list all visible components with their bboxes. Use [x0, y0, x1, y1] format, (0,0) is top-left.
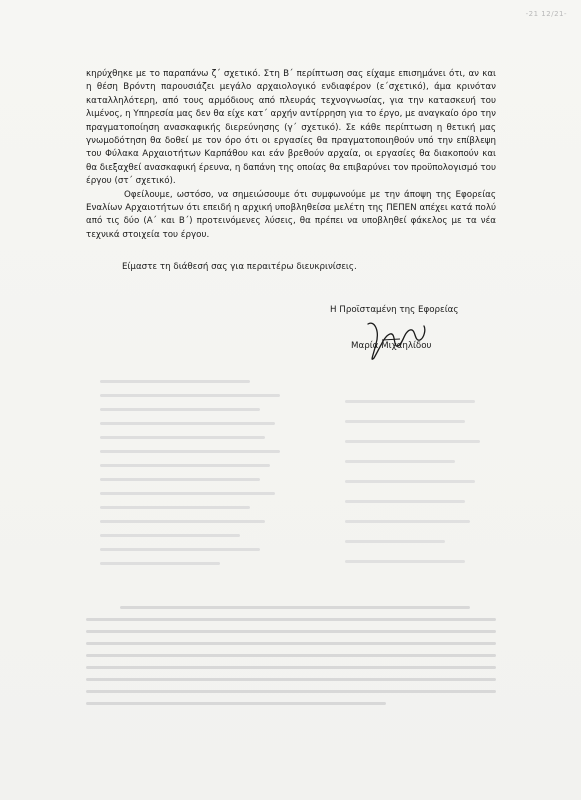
- signatory-name: Μαρία Μιχαηλίδου: [351, 341, 432, 351]
- bleed-through-texture-left: [0, 380, 581, 580]
- bleed-through-texture: [0, 600, 581, 800]
- signatory-title: Η Προϊσταμένη της Εφορείας: [330, 305, 459, 315]
- letter-body: [86, 68, 496, 242]
- paragraph-1: κηρύχθηκε με το παραπάνω ζ΄ σχετικό. Στη Β΄ περίπτωση σας είχαμε επισημάνει ότι, αν και η θέση Βρόντη παρουσιάζει μεγάλο αρχαιολογικό ενδιαφέρον (ε΄σχετικό), άμα κρινόταν καταλληλότερη, από τους αρμόδιους από πλευράς τεχνογνωσίας, για την κατασκευή του λιμένος, η Υπηρεσία μας δεν θα είχε κατ΄ αρχήν αντίρρηση για το έργο, με αναγκαίο όρο την πραγματοποίηση ανασκαφικής διερεύνησης (γ΄ σχετικό). Σε κάθε περίπτωση η θετική μας γνωμοδότηση θα δοθεί με τον όρο ότι οι εργασίες θα πραγματοποιηθούν υπό την επίβλεψη του Φύλακα Αρχαιοτήτων Καρπάθου και εάν βρεθούν αρχαία, οι εργασίες θα διακοπούν και θα διεξαχθεί ανασκαφική έρευνα, η δαπάνη της οποίας θα επιβαρύνει τον προϋπολογισμό του έργου (στ΄ σχετικό).: [86, 69, 496, 187]
- closing-line: Είμαστε τη διάθεσή σας για περαιτέρω διευκρινίσεις.: [122, 262, 357, 272]
- paragraph-2: Οφείλουμε, ωστόσο, να σημειώσουμε ότι συμφωνούμε με την άποψη της Εφορείας Εναλίων Αρχαιοτήτων ότι επειδή η αρχική υποβληθείσα μελέτη της ΠΕΠΕΝ απέχει κατά πολύ από τις δύο (Α΄ και Β΄) προτεινόμενες λύσεις, θα πρέπει να υποβληθεί φάκελος με τα νέα τεχνικά στοιχεία του έργου.: [86, 189, 496, 240]
- page-corner-mark: -21 12/21-: [525, 10, 567, 18]
